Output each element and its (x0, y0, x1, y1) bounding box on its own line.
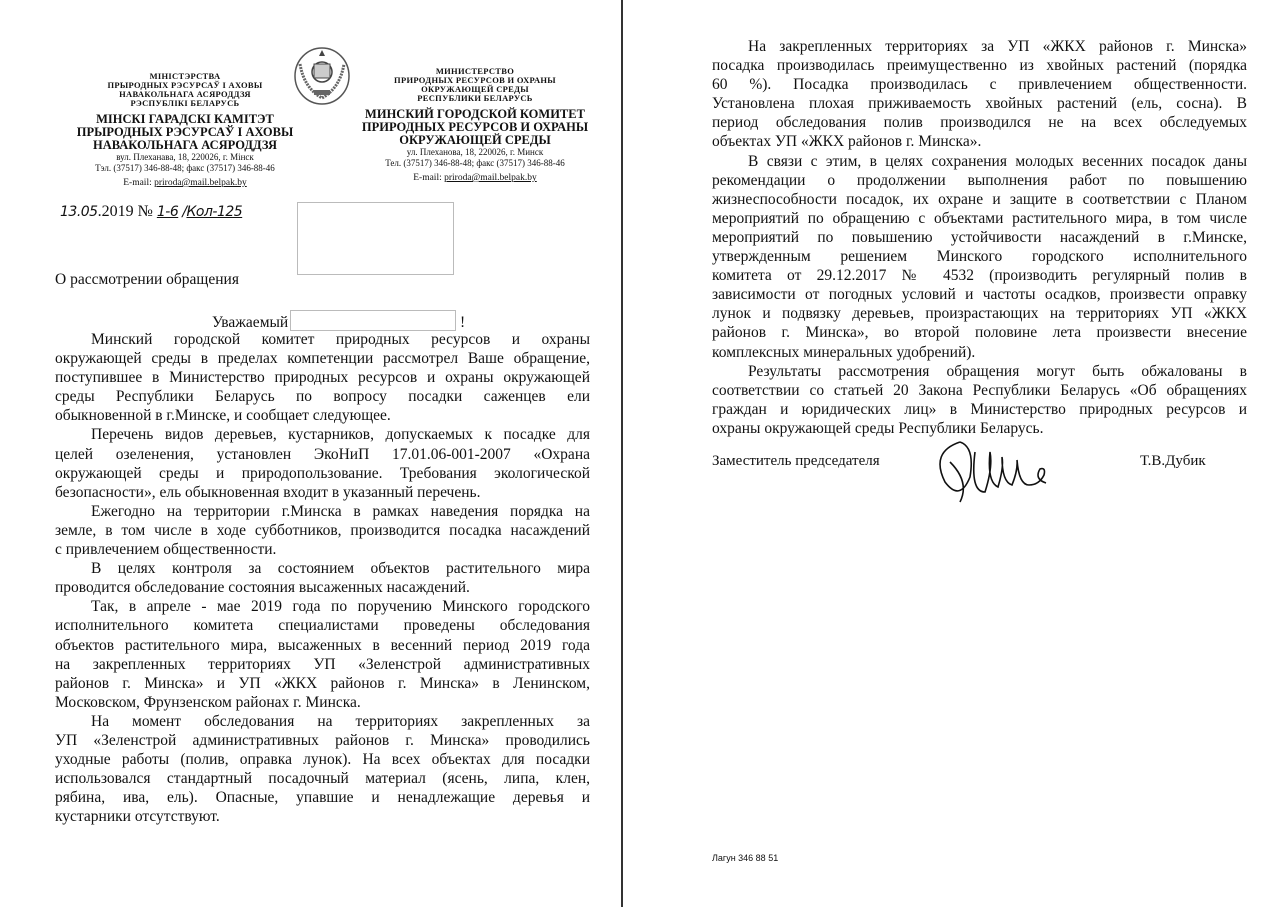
registration-number (60, 203, 242, 221)
committee-name-by (65, 113, 305, 152)
address: ул. Плеханова, 18, 220026, г. Минск (406, 147, 544, 158)
text-line: зависимости от погодных условий и частоты осадков, произвести оправку (712, 286, 1247, 304)
text-line: безопасности», ель обыкновенная входит в указанный перечень. (55, 483, 481, 501)
separator: / (182, 204, 187, 220)
text-line: Минский городской комитет природных ресурсов и охраны (91, 331, 590, 348)
text-line: рекомендации о продолжении выполнения работ по повышению (712, 171, 1247, 189)
text-line: кустарники отсутствуют. (55, 808, 220, 826)
text-line: рябина, ива, ель). Опасные, упавшие и ненадлежащие деревья и (55, 789, 590, 807)
paragraph (55, 597, 590, 712)
line: МИНИСТЕРСТВО (435, 66, 515, 76)
ministry-name-ru (360, 67, 590, 103)
phone: Тел. (37517) 346-88-48; факс (37517) 346-88-46 (385, 157, 565, 168)
paragraph (712, 37, 1247, 152)
committee-name-ru (360, 108, 590, 147)
handwritten-date: 13.05 (60, 204, 98, 220)
text-line: период обследования полив производился не на всех обследуемых (712, 114, 1247, 132)
text-line: На момент обследования на территориях закрепленных за (91, 712, 590, 730)
letter-subject: О рассмотрении обращения (55, 271, 239, 288)
redacted-name-box (290, 310, 456, 331)
line: МІНІСТЭРСТВА (149, 71, 221, 81)
text-line: среды Республики Беларусь по вопросу посадки саженцев ели (55, 388, 590, 406)
text-line: граждан и юридических лиц» в Министерство природных ресурсов и (712, 400, 1247, 418)
paragraph (55, 559, 590, 597)
text-line: В связи с этим, в целях сохранения молодых весенних посадок даны (748, 152, 1247, 170)
text-line: поступившее в Министерство природных ресурсов и охраны окружающей (55, 369, 590, 387)
text-line: Московском, Фрунзенском районах г. Минска. (55, 693, 361, 711)
page-divider (621, 0, 623, 907)
text-line: посадка производилась преимущественно из хвойных растений (порядка (712, 57, 1247, 75)
paragraph (55, 330, 590, 425)
email-label: E-mail: (123, 177, 152, 188)
text-line: целей озеленения, установлен ЭкоНиП 17.01.06-001-2007 «Охрана (55, 445, 590, 463)
text-line: Результаты рассмотрения обращения могут быть обжалованы в (748, 362, 1247, 380)
text-line: Установлена плохая приживаемость хвойных растений (ель, сосна). В (712, 95, 1247, 113)
handwritten-index: Кол-125 (186, 204, 243, 220)
text-line: соответствии со статьей 20 Закона Республики Беларусь «Об обращениях (712, 381, 1247, 399)
line: ОКРУЖАЮЩЕЙ СРЕДЫ (421, 83, 529, 94)
letterhead-belarusian (65, 72, 305, 189)
text-line: окружающей среды в пределах компетенции рассмотрел Ваше обращение, (55, 350, 590, 368)
text-line: охраны окружающей среды Республики Беларусь. (712, 419, 1044, 437)
ministry-name-by (65, 72, 305, 108)
line: ПРИРОДНЫХ РЕСУРСОВ И ОХРАНЫ (394, 74, 556, 85)
text-line: объектов растительного мира, высаженных в весенний период 2019 года (55, 636, 590, 654)
paragraph (712, 362, 1247, 438)
text-line: использовался стандартный посадочный материал (ясень, липа, клен, (55, 770, 590, 788)
text-line: В целях контроля за состоянием объектов растительного мира (91, 560, 590, 578)
text-line: Перечень видов деревьев, кустарников, допускаемых к посадке для (91, 426, 590, 444)
text-line: лунок и подвязку деревьев, произрастающих на территориях УП «ЖКХ (712, 305, 1247, 323)
text-line: жизнеспособности посадок, их охране и защите в соответствии с Планом (712, 190, 1247, 208)
text-line: УП «Зеленстрой административных районов г. Минска» проводились (55, 731, 590, 749)
text-line: уходные работы (полив, оправка лунок). На всех объектах для посадки (55, 751, 590, 769)
line: НАВАКОЛЬНАГА АСЯРОДДЗЯ (119, 88, 251, 99)
text-line: с привлечением общественности. (55, 541, 277, 559)
line: ПРЫРОДНЫХ РЭСУРСАЎ І АХОВЫ (107, 79, 263, 90)
redacted-addressee-box (297, 202, 454, 275)
line: ПРЫРОДНЫХ РЭСУРСАЎ І АХОВЫ (76, 124, 294, 139)
text-line: мероприятий по обращению с объектами растительного мира, в том числе (712, 209, 1247, 227)
greeting-prefix: Уважаемый (212, 314, 289, 331)
text-line: проводится обследование состояния высаженных насаждений. (55, 579, 470, 597)
text-line: объектах УП «ЖКХ районов г. Минска». (712, 133, 982, 151)
text-line: мероприятий по повышению устойчивости насаждений в г.Минске, (712, 228, 1247, 246)
email-link[interactable]: priroda@mail.belpak.by (154, 177, 247, 188)
paragraph (712, 152, 1247, 362)
text-line: исполнительного комитета специалистами проведены обследования (55, 617, 590, 635)
text-line: комплексных минеральных удобрений). (712, 343, 976, 361)
year: .2019 № (97, 203, 153, 220)
text-line: комитета от 29.12.2017 № 4532 (производить регулярный полив в (712, 267, 1247, 285)
text-line: На закрепленных территориях за УП «ЖКХ районов г. Минска» (748, 38, 1247, 55)
handwritten-number: 1-6 (156, 204, 179, 220)
text-line: земле, в том числе в ходе субботников, производится посадка насаждений (55, 521, 590, 539)
line: ОКРУЖАЮЩЕЙ СРЕДЫ (399, 132, 551, 147)
email-label: E-mail: (413, 172, 442, 183)
text-line: утвержденным решением Минского городского исполнительного (712, 248, 1247, 266)
text-line: 60 %). Посадка производилась с привлечением общественности. (712, 76, 1247, 94)
phone: Тэл. (37517) 346-88-48; факс (37517) 346-88-46 (95, 162, 275, 173)
text-line: обыкновенной в г.Минске, и сообщает следующее. (55, 407, 391, 425)
text-line: на закрепленных территориях УП «Зеленстрой административных (55, 655, 590, 673)
line: РЭСПУБЛІКІ БЕЛАРУСЬ (130, 97, 240, 108)
text-line: районов г. Минска» и УП «ЖКХ районов г. Минска» в Ленинском, (55, 674, 590, 692)
text-line: Ежегодно на территории г.Минска в рамках наведения порядка на (91, 502, 590, 520)
line: РЕСПУБЛИКИ БЕЛАРУСЬ (417, 92, 533, 103)
text-line: Так, в апреле - мае 2019 года по поручению Минского городского (91, 598, 590, 616)
greeting (212, 310, 465, 332)
signatory-name: Т.В.Дубик (1140, 453, 1206, 469)
executor-contact: Лагун 346 88 51 (712, 853, 779, 863)
text-line: окружающей среды и природопользование. Требования экологической (55, 464, 590, 482)
line: МИНСКИЙ ГОРОДСКОЙ КОМИТЕТ (365, 106, 585, 121)
email-line (65, 179, 305, 189)
handwritten-signature (920, 432, 1080, 512)
letter-body-page1 (55, 330, 590, 826)
signatory-position: Заместитель председателя (712, 453, 880, 469)
text-line: районов г. Минска», во второй половине лета произвести внесение (712, 324, 1247, 342)
line: НАВАКОЛЬНАГА АСЯРОДДЗЯ (92, 137, 278, 152)
state-emblem-icon (292, 44, 352, 106)
address: вул. Плеханава, 18, 220026, г. Мінск (116, 152, 254, 163)
email-link[interactable]: priroda@mail.belpak.by (444, 172, 537, 183)
line: ПРИРОДНЫХ РЕСУРСОВ И ОХРАНЫ (361, 119, 589, 134)
paragraph (55, 425, 590, 501)
greeting-suffix: ! (459, 314, 466, 331)
email-line (360, 174, 590, 184)
paragraph (55, 712, 590, 827)
line: МІНСКІ ГАРАДСКІ КАМІТЭТ (96, 111, 274, 126)
letterhead-russian (360, 67, 590, 184)
paragraph (55, 502, 590, 559)
letter-body-page2 (712, 37, 1247, 438)
